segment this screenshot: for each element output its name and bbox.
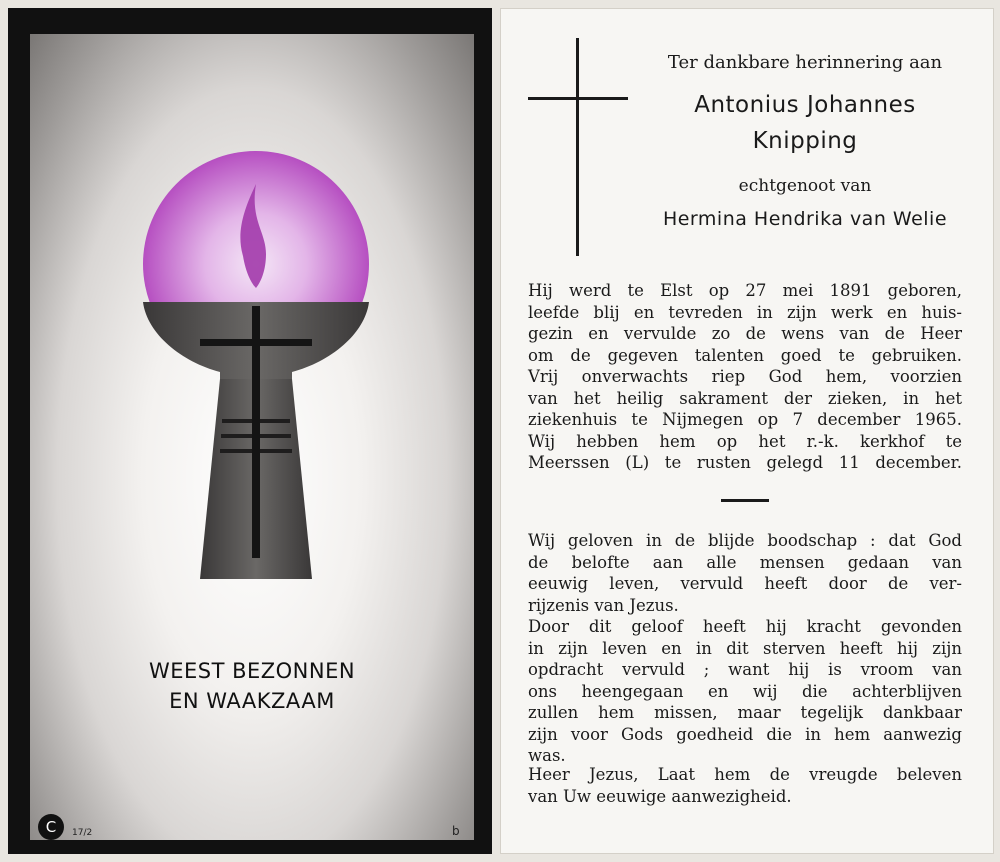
bio-line: gezin en vervulde zo de wens van de Heer: [528, 324, 962, 343]
cross-icon-bar: [528, 97, 628, 100]
card-front: [8, 8, 492, 854]
bio-line: Vrij onverwachts riep God hem, voorzien: [528, 367, 962, 386]
cross-horizontal: [200, 339, 312, 346]
bio-line: ziekenhuis te Nijmegen op 7 december 1965.: [528, 410, 962, 429]
bio-line: Meerssen (L) te rusten gelegd 11 december.: [528, 453, 962, 472]
bio-line: leefde blij en tevreden in zijn werk en huis-: [528, 302, 962, 322]
spouse-name: Hermina Hendrika van Welie: [662, 208, 948, 230]
faith-line: in zijn leven en in dit sterven heeft hij zijn: [528, 638, 962, 658]
bio-line: van het heilig sakrament der zieken, in het: [528, 388, 962, 408]
prayer-line: Heer Jezus, Laat hem de vreugde beleven: [528, 765, 962, 784]
front-panel: [30, 34, 474, 840]
bio-line: om de gegeven talenten goed te gebruiken.: [528, 345, 962, 365]
motto-line-1: WEEST BEZONNEN: [148, 659, 356, 683]
deceased-surname: Knipping: [752, 128, 858, 154]
maker-mark: b: [452, 824, 460, 838]
faith-statement: [528, 530, 962, 767]
relation-text: echtgenoot van: [738, 176, 872, 196]
publisher-code: 17/2: [72, 828, 93, 838]
card-back: [500, 8, 994, 854]
cross-icon: [576, 38, 579, 256]
faith-line: ons heengegaan en wij die achterblijven: [528, 681, 962, 701]
chalice-emblem: [30, 34, 474, 634]
biography: [528, 280, 962, 474]
bio-line: Wij hebben hem op het r.-k. kerkhof te: [528, 431, 962, 451]
faith-line: de belofte aan alle mensen gedaan van: [528, 552, 962, 572]
bio-line: Hij werd te Elst op 27 mei 1891 geboren,: [528, 281, 962, 300]
prayer-line: van Uw eeuwige aanwezigheid.: [528, 786, 792, 806]
motto: [30, 656, 474, 716]
faith-line: was.: [528, 746, 566, 765]
faith-line: zijn voor Gods goedheid die in hem aanwezig: [528, 724, 962, 744]
faith-line: rijzenis van Jezus.: [528, 595, 679, 615]
deceased-given-names: Antonius Johannes: [694, 92, 916, 118]
faith-line: eeuwig leven, vervuld heeft door de ver-: [528, 574, 962, 593]
motto-line-2: EN WAAKZAAM: [169, 689, 335, 713]
memorial-intro: Ter dankbare herinnering aan: [667, 52, 943, 73]
faith-line: Wij geloven in de blijde boodschap : dat God: [528, 531, 962, 550]
section-divider: [721, 499, 769, 502]
prayer: [528, 764, 962, 807]
faith-line: Door dit geloof heeft hij kracht gevonden: [528, 617, 962, 636]
faith-line: opdracht vervuld ; want hij is vroom van: [528, 660, 962, 679]
publisher-logo: C: [38, 814, 64, 840]
faith-line: zullen hem missen, maar tegelijk dankbaar: [528, 703, 962, 722]
